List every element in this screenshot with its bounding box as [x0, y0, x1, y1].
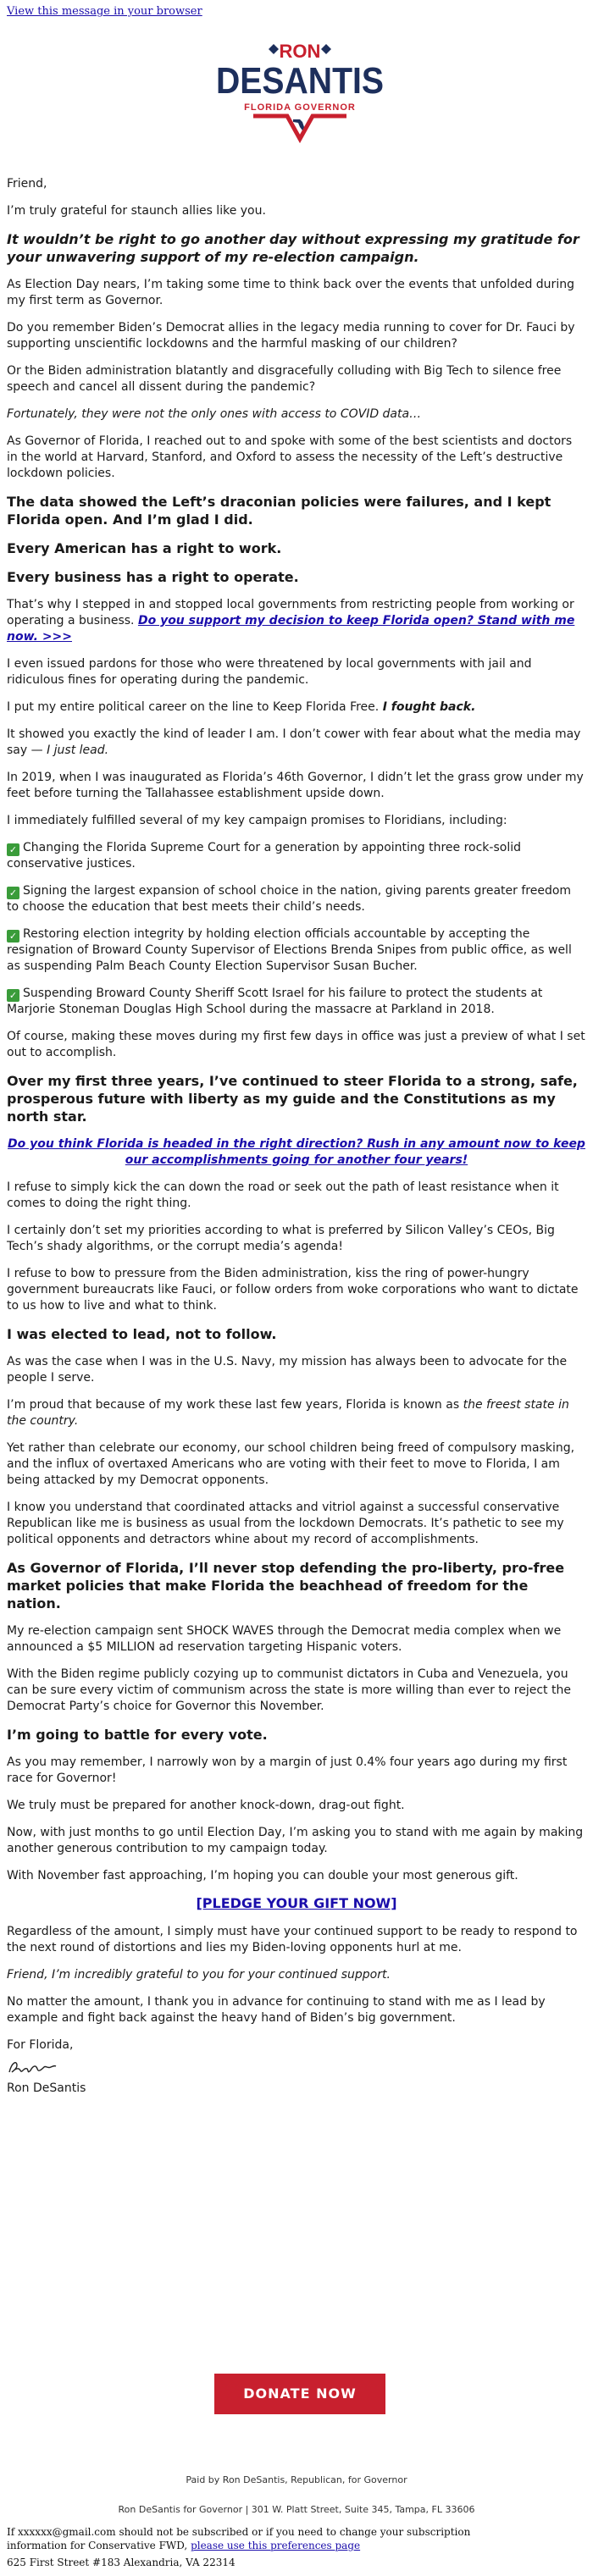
paragraph-bold: As Governor of Florida, I’ll never stop defending the pro-liberty, pro-free market policies that make Florida the beachhead of freedom for the nation. — [7, 1560, 565, 1611]
paragraph-italic-text: the freest state in the country. — [7, 1398, 569, 1428]
signer-name: Ron DeSantis — [7, 2081, 86, 2095]
paragraph: As Election Day nears, I’m taking some time to think back over the events that unfolded during my first term as Governor. — [7, 278, 574, 307]
paragraph: I immediately fulfilled several of my key campaign promises to Floridians, including: — [7, 814, 507, 827]
unsubscribe-notice — [7, 2525, 515, 2552]
paragraph-mixed — [7, 727, 586, 759]
greeting: Friend, — [7, 177, 47, 191]
paragraph: No matter the amount, I thank you in advance for continuing to stand with me as I lead by example and fight back against the heavy hand of Biden’s big government. — [7, 1995, 546, 2025]
paragraph-emphasis-text: I fought back. — [382, 700, 476, 714]
paragraph-text: It showed you exactly the kind of leader I am. I don’t cower with fear about what the media may say — — [7, 727, 581, 757]
paragraph: With November fast approaching, I’m hoping you can double your most generous gift. — [7, 1869, 518, 1882]
signature-image — [7, 2057, 58, 2079]
paragraph-bold: I was elected to lead, not to follow. — [7, 1326, 277, 1342]
check-mark-icon: ✓ — [7, 843, 19, 856]
paid-by-disclaimer: Paid by Ron DeSantis, Republican, for Governor — [186, 2474, 407, 2485]
paragraph: I refuse to bow to pressure from the Biden administration, kiss the ring of power-hungry government bureaucrats like Fauci, or follow orders from woke corporations who want to dictate to us how to live and what to think. — [7, 1267, 579, 1313]
paragraph: In 2019, when I was inaugurated as Florida’s 46th Governor, I didn’t let the grass grow under my feet before turning the Tallahassee establishment upside down. — [7, 771, 584, 800]
paragraph: My re-election campaign sent SHOCK WAVES through the Democrat media complex when we announced a $5 MILLION ad reservation targeting Hispanic voters. — [7, 1624, 562, 1654]
check-mark-icon: ✓ — [7, 989, 19, 1002]
paragraph: As was the case when I was in the U.S. Navy, my mission has always been to advocate for the people I serve. — [7, 1355, 568, 1385]
preferences-page-link[interactable]: please use this preferences page — [191, 2540, 361, 2551]
paragraph: I’m truly grateful for staunch allies like you. — [7, 204, 266, 218]
checklist-item — [7, 986, 586, 1018]
campaign-logo — [214, 37, 385, 146]
unsubscribe-text: If xxxxxx@gmail.com should not be subscribed or if you need to change your subscription information for Conservative FWD, — [7, 2526, 471, 2551]
paragraph-italic: Fortunately, they were not the only ones with access to COVID data… — [7, 407, 422, 421]
donate-now-button[interactable]: DONATE NOW — [214, 2374, 385, 2414]
paragraph-bold: I’m going to battle for every vote. — [7, 1727, 268, 1743]
paragraph: As Governor of Florida, I reached out to and spoke with some of the best scientists and doctors in the world at Harvard, Stanford, and Oxford to assess the necessity of the Left’s destructive lockdown policies. — [7, 434, 573, 480]
support-decision-link[interactable]: Do you support my decision to keep Florida open? Stand with me now. >>> — [7, 614, 575, 644]
cta-paragraph — [7, 1136, 586, 1169]
logo-name-text: DESANTIS — [216, 60, 384, 102]
paragraph: I even issued pardons for those who were threatened by local governments with jail and ridiculous fines for operating during the pandemic. — [7, 657, 532, 687]
paragraph-italic-text: I just lead. — [47, 744, 109, 757]
paragraph-italic: Friend, I’m incredibly grateful to you for your continued support. — [7, 1968, 391, 1982]
paragraph: Or the Biden administration blatantly and disgracefully colluding with Big Tech to silence free speech and cancel all dissent during the pandemic? — [7, 364, 562, 394]
checklist-text: Restoring election integrity by holding election officials accountable by accepting the resignation of Broward County Supervisor of Elections Brenda Snipes from public office, as well as suspending Palm Beach County Election Supervisor Susan Bucher. — [7, 927, 572, 973]
paragraph: Yet rather than celebrate our economy, our school children being freed of compulsory masking, and the influx of overtaxed Americans who are voting with their feet to move to Florida, I am being attacked by my Democrat opponents. — [7, 1441, 575, 1487]
check-mark-icon: ✓ — [7, 887, 19, 899]
paragraph-bold: Over my first three years, I’ve continued to steer Florida to a strong, safe, prosperous future with liberty as my guide and the Constitutions as my north star. — [7, 1073, 578, 1125]
paragraph-text: I’m proud that because of my work these last few years, Florida is known as — [7, 1398, 460, 1412]
checklist-item — [7, 926, 586, 975]
florida-direction-link[interactable]: Do you think Florida is headed in the right direction? Rush in any amount now to keep our accomplishments going for another four years! — [8, 1137, 585, 1167]
paragraph-bold: Every business has a right to operate. — [7, 569, 299, 585]
paragraph-bold: Every American has a right to work. — [7, 540, 282, 556]
paragraph-emphasis: It wouldn’t be right to go another day without expressing my gratitude for your unwavering support of my re-election campaign. — [7, 231, 579, 265]
check-mark-icon: ✓ — [7, 930, 19, 943]
paragraph: With the Biden regime publicly cozying up to communist dictators in Cuba and Venezuela, you can be sure every victim of communism across the state is more willing than ever to reject the Democrat Party’s choice for Governor this November. — [7, 1667, 571, 1713]
paragraph: Now, with just months to go until Election Day, I’m asking you to stand with me again by making another generous contribution to my campaign today. — [7, 1826, 584, 1855]
paragraph: I know you understand that coordinated attacks and vitriol against a successful conservative Republican like me is business as usual from the lockdown Democrats. It’s pathetic to see my political opponents and detractors whine about my record of accomplishments. — [7, 1501, 564, 1546]
paragraph: We truly must be prepared for another knock-down, drag-out fight. — [7, 1799, 405, 1812]
paragraph-text: That’s why I stepped in and stopped local governments from restricting people from working or operating a business. — [7, 598, 574, 627]
sender-address: 625 First Street #183 Alexandria, VA 22314 — [7, 2557, 236, 2568]
logo-diamond-left — [269, 44, 279, 54]
view-in-browser-link[interactable]: View this message in your browser — [7, 5, 202, 18]
pledge-gift-link[interactable]: [PLEDGE YOUR GIFT NOW] — [196, 1895, 397, 1911]
logo-subtitle-text: FLORIDA GOVERNOR — [244, 102, 356, 113]
paragraph-mixed — [7, 1397, 586, 1429]
checklist-item — [7, 840, 586, 872]
paragraph: Of course, making these moves during my first few days in office was just a preview of what I set out to accomplish. — [7, 1030, 585, 1059]
checklist-text: Signing the largest expansion of school choice in the nation, giving parents greater freedom to choose the education that best meets their child’s needs. — [7, 884, 572, 914]
paragraph: I refuse to simply kick the can down the road or seek out the path of least resistance when it comes to doing the right thing. — [7, 1180, 559, 1210]
paragraph-with-link — [7, 597, 586, 645]
checklist-text: Suspending Broward County Sheriff Scott Israel for his failure to protect the students at Marjorie Stoneman Douglas High School during the massacre at Parkland in 2018. — [7, 987, 543, 1016]
paragraph: I certainly don’t set my priorities according to what is preferred by Silicon Valley’s CEOs, Big Tech’s shady algorithms, or the corrupt media’s agenda! — [7, 1224, 555, 1253]
paragraph-mixed — [7, 699, 586, 716]
campaign-address: Ron DeSantis for Governor | 301 W. Platt Street, Suite 345, Tampa, FL 33606 — [118, 2504, 475, 2515]
checklist-item — [7, 883, 586, 915]
paragraph-bold: The data showed the Left’s draconian policies were failures, and I kept Florida open. And I’m glad I did. — [7, 494, 551, 528]
logo-ron-text: RON — [279, 41, 321, 62]
paragraph: As you may remember, I narrowly won by a margin of just 0.4% four years ago during my first race for Governor! — [7, 1755, 568, 1785]
checklist-text: Changing the Florida Supreme Court for a generation by appointing three rock-solid conservative justices. — [7, 841, 521, 871]
paragraph: Regardless of the amount, I simply must have your continued support to be ready to respond to the next round of distortions and lies my Biden-loving opponents hurl at me. — [7, 1925, 578, 1954]
pledge-paragraph — [7, 1895, 586, 1913]
closing: For Florida, — [7, 2038, 74, 2052]
paragraph-text: I put my entire political career on the line to Keep Florida Free. — [7, 700, 380, 714]
paragraph: Do you remember Biden’s Democrat allies in the legacy media running to cover for Dr. Fauci by supporting unscientific lockdowns and the harmful masking of our children? — [7, 321, 575, 351]
logo-diamond-right — [321, 44, 331, 54]
email-body — [7, 176, 586, 2108]
